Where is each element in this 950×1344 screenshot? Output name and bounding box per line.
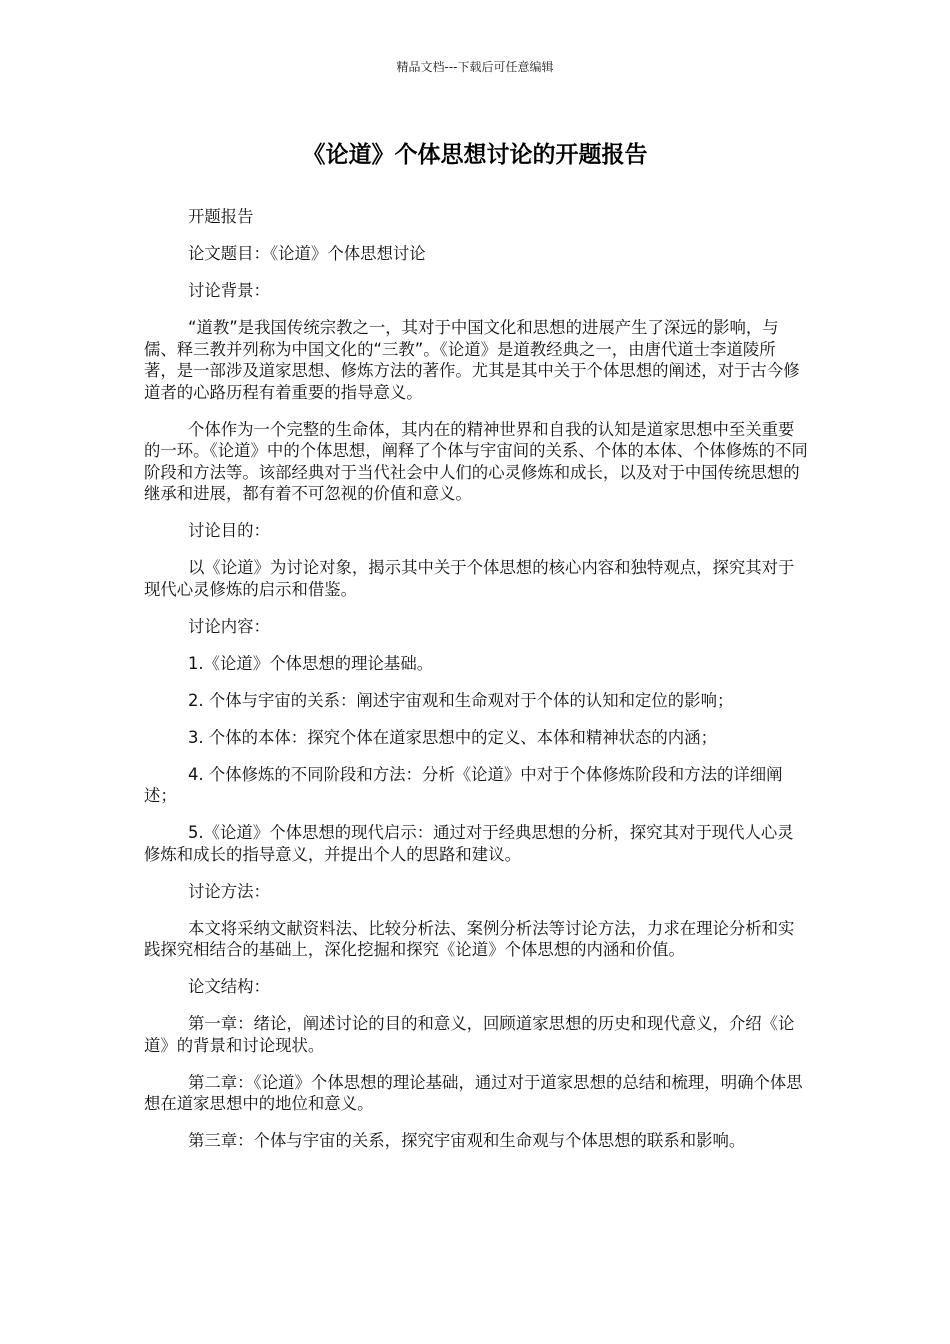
- method-paragraph: 本文将采纳文献资料法、比较分析法、案例分析法等讨论方法，力求在理论分析和实践探究相结合的基础上，深化挖掘和探究《论道》个体思想的内涵和价值。: [144, 918, 795, 959]
- structure-chapter-2: 第二章：《论道》个体思想的理论基础，通过对于道家思想的总结和梳理，明确个体思想在道家思想中的地位和意义。: [144, 1072, 803, 1113]
- content-item-1: 1.《论道》个体思想的理论基础。: [188, 653, 434, 673]
- section-heading-method: 讨论方法：: [188, 881, 270, 901]
- background-paragraph-1: “道教”是我国传统宗教之一，其对于中国文化和思想的进展产生了深远的影响，与儒、释三教并列称为中国文化的“三教”。《论道》是道教经典之一，由唐代道士李道陵所著，是一部涉及道家思想、修炼方法的著作。尤其是其中关于个体思想的阐述，对于古今修道者的心路历程有着重要的指导意义。: [144, 318, 800, 402]
- section-heading-structure: 论文结构：: [188, 977, 270, 996]
- background-paragraph-2: 个体作为一个完整的生命体，其内在的精神世界和自我的认知是道家思想中至关重要的一环。《论道》中的个体思想，阐释了个体与宇宙间的关系、个体的本体、个体修炼的不同阶段和方法等。该部经典对于当代社会中人们的心灵修炼和成长，以及对于中国传统思想的继承和进展，都有着不可忽视的价值和意义。: [144, 419, 808, 503]
- document-title: 《论道》个体思想讨论的开题报告: [302, 142, 648, 168]
- content-item-5: 5.《论道》个体思想的现代启示：通过对于经典思想的分析，探究其对于现代人心灵修炼和成长的指导意义，并提出个人的思路和建议。: [144, 823, 794, 864]
- structure-chapter-3: 第三章：个体与宇宙的关系，探究宇宙观和生命观与个体思想的联系和影响。: [188, 1131, 746, 1150]
- section-heading-background: 讨论背景：: [188, 281, 270, 300]
- thesis-title-line: 论文题目：《论道》个体思想讨论: [188, 244, 426, 263]
- structure-chapter-1: 第一章：绪论，阐述讨论的目的和意义，回顾道家思想的历史和现代意义，介绍《论道》的背景和讨论现状。: [144, 1014, 795, 1055]
- content-item-3: 3. 个体的本体：探究个体在道家思想中的定义、本体和精神状态的内涵；: [188, 727, 717, 747]
- page-header-note: 精品文档---下载后可任意编辑: [396, 60, 554, 74]
- content-item-2: 2. 个体与宇宙的关系：阐述宇宙观和生命观对于个体的认知和定位的影响；: [188, 690, 734, 710]
- section-heading-content: 讨论内容：: [188, 616, 270, 636]
- section-heading-purpose: 讨论目的：: [188, 521, 270, 540]
- content-item-4: 4. 个体修炼的不同阶段和方法：分析《论道》中对于个体修炼阶段和方法的详细阐述；: [144, 764, 783, 805]
- document-body: [144, 206, 808, 1167]
- section-label-report: 开题报告: [188, 207, 254, 226]
- purpose-paragraph: 以《论道》为讨论对象，揭示其中关于个体思想的核心内容和独特观点，探究其对于现代心灵修炼的启示和借鉴。: [144, 558, 795, 599]
